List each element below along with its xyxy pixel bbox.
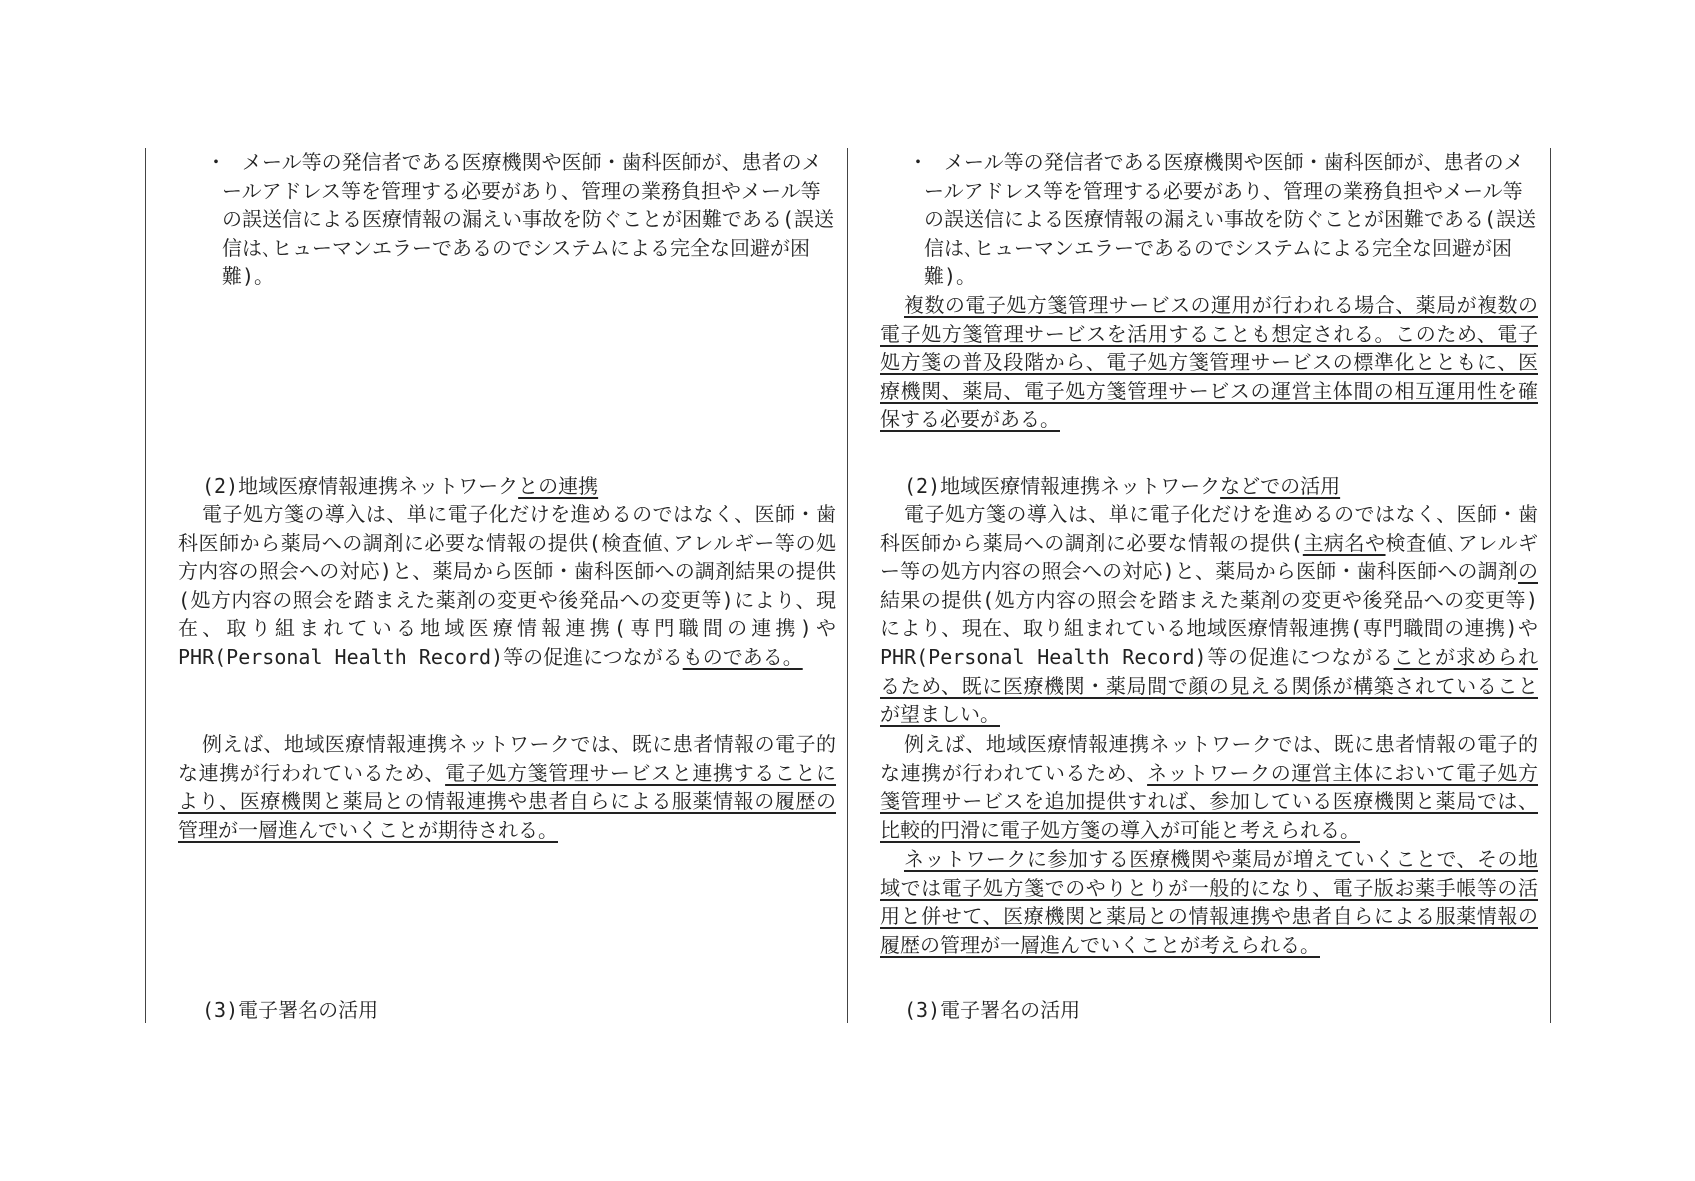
paragraph-text: 電子処方箋の導入は、単に電子化だけを進めるのではなく、医師・歯科医師から薬局への調剤に必要な情報の提供(検査値､アレルギー等の処方内容の照会への対応)と、薬局から医師・歯科医師への調剤結果の提供(処方内容の照会を踏まえた薬剤の変更や後発品への変更等)により、現在、取り組まれている地域医療情報連携(専門職間の連携)やPHR(Personal Health Record)等の促進につながる [178,502,836,669]
paragraph-1 [880,500,1538,729]
paragraph-text-underlined: ことが求められるため、既に医療機関・薬局間で顔の見える関係が構築されていることが望ましい。 [880,644,1538,727]
bullet-mark: ・ [908,150,928,174]
center-divider-line [847,148,848,1023]
heading-text-underlined: などでの活用 [1220,474,1341,498]
paragraph-2 [880,730,1538,844]
heading-text: (2)地域医療情報連携ネットワーク [202,474,519,498]
bullet-text: メール等の発信者である医療機関や医師・歯科医師が、患者のメールアドレス等を管理する必要があり、管理の業務負担やメール等の誤送信による医療情報の漏えい事故を防ぐことが困難である(誤送信は､ヒューマンエラーであるのでシステムによる完全な回避が困難)。 [222,150,835,289]
paragraph-text: 電子処方箋の導入は、単に電子化だけを進めるのではなく、医師・歯科医師から薬局への調剤に必要な情報の提供( [880,502,1538,555]
paragraph-2 [178,730,836,844]
bullet-text: メール等の発信者である医療機関や医師・歯科医師が、患者のメールアドレス等を管理する必要があり、管理の業務負担やメール等の誤送信による医療情報の漏えい事故を防ぐことが困難である(誤送信は､ヒューマンエラーであるのでシステムによる完全な回避が困難)。 [924,150,1537,289]
heading-text-underlined: との連携 [518,474,599,498]
paragraph-text: 例えば、地域医療情報連携ネットワークでは、既に患者情報の電子的な連携が行われているため、 [880,732,1538,785]
paragraph-1 [178,500,836,672]
paragraph-text-underlined: 主病名や [1302,530,1386,555]
paragraph-text: 例えば、地域医療情報連携ネットワークでは、既に患者情報の電子的な連携が行われているため、 [178,732,836,785]
paragraph-text-underlined: ネットワークに参加する医療機関や薬局が増えていくことで、その地域では電子処方箋でのやりとりが一般的になり、電子版お薬手帳等の活用と併せて、医療機関と薬局との情報連携や患者自らによる服薬情報の履歴の管理が一層進んでいくことが考えられる。 [880,847,1538,957]
paragraph-text-underlined: 電子処方箋管理サービスと連携することにより、医療機関と薬局との情報連携や患者自らによる服薬情報の履歴の管理が一層進んでいくことが期待される。 [178,760,837,842]
heading-text: (2)地域医療情報連携ネットワーク [904,474,1221,498]
right-border-line [1550,148,1551,1023]
paragraph-text-underlined: ものである。 [682,644,803,669]
section-2-heading [904,472,1340,501]
bullet-mark: ・ [206,150,226,174]
paragraph-text-underlined: の [1518,559,1538,584]
paragraph-text: 検査値､アレルギー等の処方内容の照会への対応)と、薬局から医師・歯科医師への調剤 [880,530,1539,584]
paragraph-text-underlined: ネットワークの運営主体において電子処方箋管理サービスを追加提供すれば、参加している医療機関と薬局では、比較的円滑に電子処方箋の導入が可能と考えられる。 [880,760,1539,842]
section-2-heading [202,472,598,501]
section-3-heading: (3)電子署名の活用 [202,998,379,1022]
section-3-heading: (3)電子署名の活用 [904,998,1081,1022]
left-border-line [145,148,146,1023]
paragraph-text: 結果の提供(処方内容の照会を踏まえた薬剤の変更や後発品への変更等)により、現在、取り組まれている地域医療情報連携(専門職間の連携)やPHR(Personal Health Record)等の促進につながる [880,587,1538,669]
paragraph-text-underlined: 複数の電子処方箋管理サービスの運用が行われる場合、薬局が複数の電子処方箋管理サービスを活用することも想定される。このため、電子処方箋の普及段階から、電子処方箋管理サービスの標準化とともに、医療機関、薬局、電子処方箋管理サービスの運営主体間の相互運用性を確保する必要がある。 [880,293,1538,432]
paragraph-0 [880,291,1538,434]
paragraph-3 [880,845,1538,959]
